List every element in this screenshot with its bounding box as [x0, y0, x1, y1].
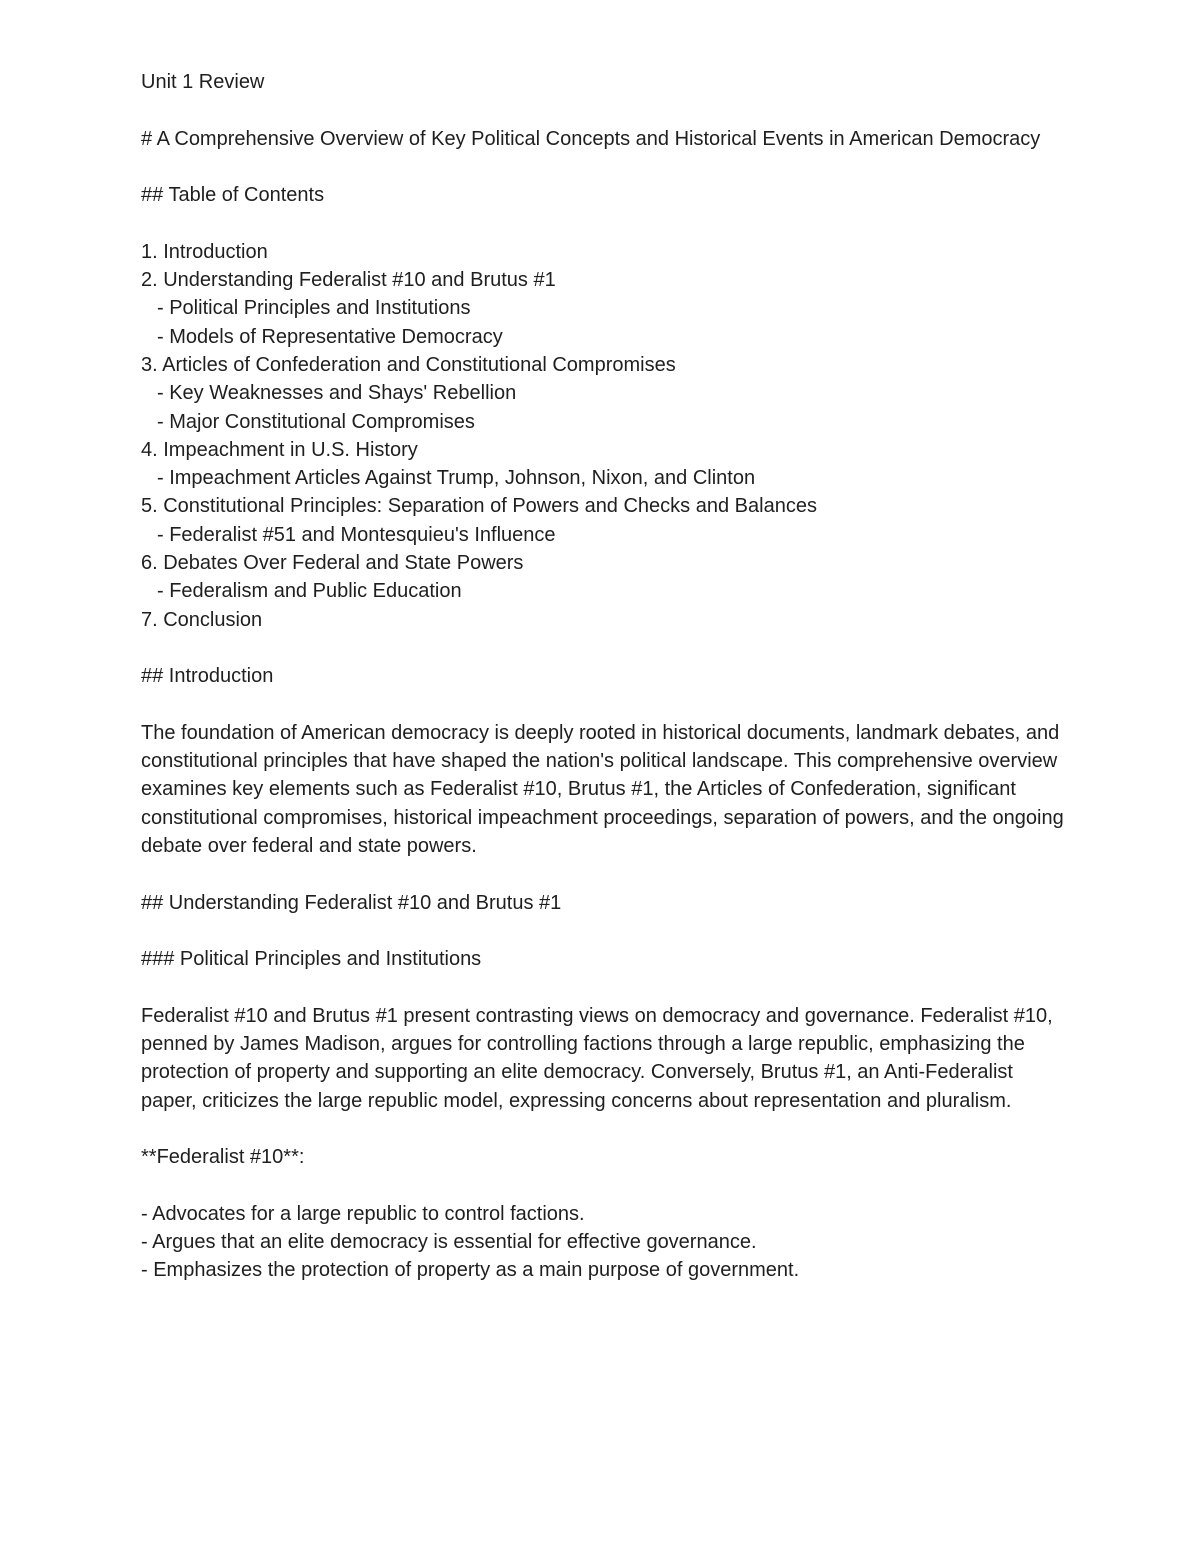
- spacer: [141, 209, 1071, 237]
- toc-item: 6. Debates Over Federal and State Powers: [141, 552, 524, 575]
- toc-subitem: - Federalism and Public Education: [157, 580, 462, 603]
- table-of-contents: [141, 238, 1071, 634]
- toc-item: 5. Constitutional Principles: Separation of Powers and Checks and Balances: [141, 495, 817, 518]
- toc-subitem: - Federalist #51 and Montesquieu's Influence: [157, 523, 556, 546]
- spacer: [141, 96, 1071, 124]
- list-item: - Advocates for a large republic to control factions.: [141, 1202, 585, 1225]
- section-heading: ## Understanding Federalist #10 and Brutus #1: [141, 891, 562, 914]
- intro-paragraph: The foundation of American democracy is deeply rooted in historical documents, landmark debates, and constitutional principles that have shaped the nation's political landscape. This comprehensive overview examines key elements such as Federalist #10, Brutus #1, the Articles of Confederation, significant constitutional compromises, historical impeachment proceedings, separation of powers, and the ongoing debate over federal and state powers.: [141, 721, 1064, 858]
- spacer: [141, 634, 1071, 662]
- toc-item: 2. Understanding Federalist #10 and Brutus #1: [141, 269, 556, 292]
- federalist-10-label: **Federalist #10**:: [141, 1146, 305, 1169]
- section-paragraph: Federalist #10 and Brutus #1 present contrasting views on democracy and governance. Federalist #10, penned by James Madison, argues for controlling factions through a large republic, emphasizing the protection of property and supporting an elite democracy. Conversely, Brutus #1, an Anti-Federalist paper, criticizes the large republic model, expressing concerns about representation and pluralism.: [141, 1004, 1053, 1112]
- document-title: Unit 1 Review: [141, 71, 265, 93]
- toc-subitem: - Models of Representative Democracy: [157, 325, 503, 348]
- list-item: - Emphasizes the protection of property as a main purpose of government.: [141, 1259, 800, 1282]
- spacer: [141, 860, 1071, 888]
- list-item: - Argues that an elite democracy is essential for effective governance.: [141, 1231, 757, 1254]
- toc-item: 3. Articles of Confederation and Constitutional Compromises: [141, 353, 676, 376]
- toc-heading: ## Table of Contents: [141, 184, 325, 207]
- toc-item: 7. Conclusion: [141, 608, 263, 631]
- toc-subitem: - Key Weaknesses and Shays' Rebellion: [157, 382, 517, 405]
- document-page: [141, 68, 1071, 1285]
- spacer: [141, 1172, 1071, 1200]
- toc-item: 1. Introduction: [141, 240, 268, 263]
- federalist-10-points: [141, 1200, 1071, 1285]
- subsection-heading: ### Political Principles and Institutions: [141, 948, 482, 971]
- main-heading: # A Comprehensive Overview of Key Political Concepts and Historical Events in American Democracy: [141, 127, 1041, 150]
- spacer: [141, 974, 1071, 1002]
- spacer: [141, 1115, 1071, 1143]
- toc-subitem: - Impeachment Articles Against Trump, Johnson, Nixon, and Clinton: [157, 467, 756, 490]
- toc-subitem: - Political Principles and Institutions: [157, 297, 471, 320]
- spacer: [141, 917, 1071, 945]
- intro-heading: ## Introduction: [141, 665, 274, 688]
- toc-item: 4. Impeachment in U.S. History: [141, 438, 418, 461]
- spacer: [141, 691, 1071, 719]
- spacer: [141, 153, 1071, 181]
- toc-subitem: - Major Constitutional Compromises: [157, 410, 475, 433]
